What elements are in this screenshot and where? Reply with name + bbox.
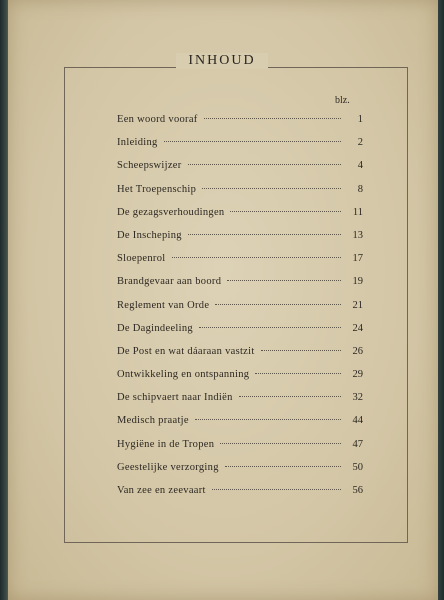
toc-entry-label: Geestelijke verzorging — [117, 461, 219, 473]
toc-entry-page: 24 — [352, 322, 363, 334]
toc-entry-label: Het Troepenschip — [117, 183, 197, 195]
dot-leader — [239, 396, 341, 397]
dot-leader — [227, 280, 341, 281]
dot-leader — [225, 466, 341, 467]
toc-entry-page: 47 — [352, 438, 363, 450]
toc-entry-label: Scheepswijzer — [117, 160, 182, 172]
dot-leader — [172, 257, 342, 258]
dot-leader — [220, 443, 341, 444]
toc-entry — [117, 230, 363, 253]
toc-entry-label: Brandgevaar aan boord — [117, 276, 222, 288]
toc-entry-label: Medisch praatje — [117, 415, 189, 427]
toc-entry-page: 19 — [352, 276, 363, 288]
toc-entry — [117, 276, 363, 299]
toc-entry-label: Hygiëne in de Tropen — [117, 438, 215, 450]
toc-entry-label: Van zee en zeevaart — [117, 485, 206, 496]
toc-entry-label: Inleiding — [117, 137, 158, 149]
dot-leader — [164, 141, 341, 142]
toc-entry-label: Sloepenrol — [117, 253, 166, 265]
toc-entry-page: 13 — [352, 229, 363, 241]
toc-entry — [117, 300, 363, 323]
toc-entry-label: De Post en wat dáaraan vastzit — [117, 345, 255, 357]
toc-entry — [117, 137, 363, 160]
toc-entry-label: De Inscheping — [117, 229, 182, 241]
toc-entry-label: Reglement van Orde — [117, 299, 210, 311]
toc-entry-page: 32 — [352, 392, 363, 404]
toc-entry — [117, 253, 363, 276]
toc-entry-label: De schipvaert naar Indiën — [117, 392, 233, 404]
toc-entry-page: 2 — [357, 137, 363, 149]
toc-entry — [117, 485, 363, 508]
dot-leader — [204, 118, 341, 119]
dot-leader — [188, 234, 341, 235]
toc-entry — [117, 114, 363, 137]
page-column-label: blz. — [335, 95, 350, 106]
dot-leader — [215, 304, 341, 305]
table-of-contents — [117, 114, 363, 508]
toc-entry — [117, 346, 363, 369]
toc-entry-page: 1 — [357, 114, 363, 125]
page-title: INHOUD — [176, 53, 267, 69]
toc-entry — [117, 369, 363, 392]
toc-entry — [117, 207, 363, 230]
dot-leader — [188, 164, 341, 165]
toc-entry-label: De gezagsverhoudingen — [117, 206, 225, 218]
dot-leader — [261, 350, 341, 351]
toc-entry-label: Ontwikkeling en ontspanning — [117, 369, 250, 381]
toc-entry-page: 4 — [357, 160, 363, 172]
dot-leader — [195, 419, 341, 420]
toc-entry — [117, 323, 363, 346]
toc-entry — [117, 415, 363, 438]
toc-entry-page: 8 — [357, 183, 363, 195]
dot-leader — [202, 188, 341, 189]
toc-entry-page: 17 — [352, 253, 363, 265]
toc-entry-page: 26 — [352, 345, 363, 357]
toc-entry-page: 44 — [352, 415, 363, 427]
toc-entry — [117, 462, 363, 485]
toc-entry-page: 29 — [352, 369, 363, 381]
dot-leader — [230, 211, 341, 212]
toc-entry — [117, 392, 363, 415]
toc-entry-page: 21 — [352, 299, 363, 311]
toc-entry — [117, 160, 363, 183]
toc-entry-page: 50 — [352, 461, 363, 473]
title-wrapper — [0, 51, 444, 69]
dot-leader — [199, 327, 341, 328]
toc-entry — [117, 184, 363, 207]
toc-entry-page: 56 — [352, 485, 363, 496]
toc-entry-page: 11 — [352, 206, 363, 218]
dot-leader — [212, 489, 341, 490]
toc-entry-label: Een woord vooraf — [117, 114, 198, 125]
toc-entry-label: De Dagindeeling — [117, 322, 193, 334]
dot-leader — [255, 373, 341, 374]
toc-entry — [117, 439, 363, 462]
